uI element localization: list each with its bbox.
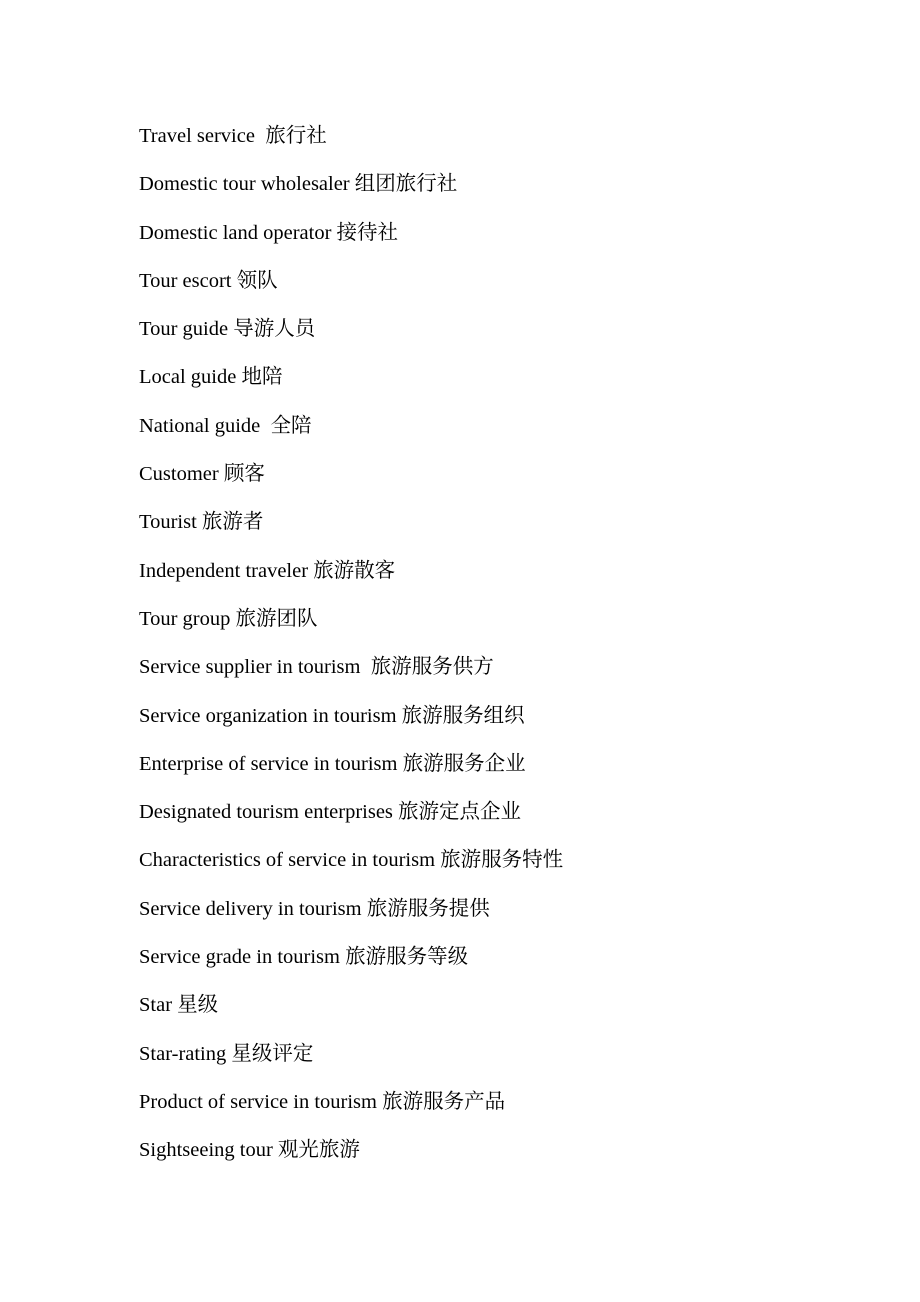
- glossary-term: National guide 全陪: [139, 414, 312, 437]
- glossary-term: Product of service in tourism 旅游服务产品: [139, 1090, 506, 1113]
- glossary-term: Star 星级: [139, 994, 219, 1017]
- glossary-term: Star-rating 星级评定: [139, 1042, 314, 1065]
- glossary-term: Domestic land operator 接待社: [139, 221, 399, 244]
- glossary-term: Service delivery in tourism 旅游服务提供: [139, 897, 490, 920]
- glossary-term: Local guide 地陪: [139, 366, 283, 389]
- glossary-term: Travel service 旅行社: [139, 125, 327, 147]
- glossary-term: Customer 顾客: [139, 463, 265, 486]
- glossary-term: Service grade in tourism 旅游服务等级: [139, 946, 469, 969]
- glossary-term: Service supplier in tourism 旅游服务供方: [139, 656, 494, 679]
- glossary-term: Tour group 旅游团队: [139, 607, 318, 630]
- glossary-term: Domestic tour wholesaler 组团旅行社: [139, 173, 458, 196]
- glossary-term: Sightseeing tour 观光旅游: [139, 1139, 360, 1162]
- glossary-term: Tourist 旅游者: [139, 511, 264, 534]
- glossary-term: Designated tourism enterprises 旅游定点企业: [139, 801, 522, 824]
- glossary-term: Characteristics of service in tourism 旅游服务特性: [139, 849, 564, 872]
- glossary-term: Independent traveler 旅游散客: [139, 559, 396, 582]
- glossary-term: Enterprise of service in tourism 旅游服务企业: [139, 752, 526, 775]
- glossary-term: Tour guide 导游人员: [139, 318, 316, 341]
- glossary-term: Tour escort 领队: [139, 269, 278, 292]
- glossary-term: Service organization in tourism 旅游服务组织: [139, 704, 525, 727]
- glossary-term-list: [139, 120, 879, 1183]
